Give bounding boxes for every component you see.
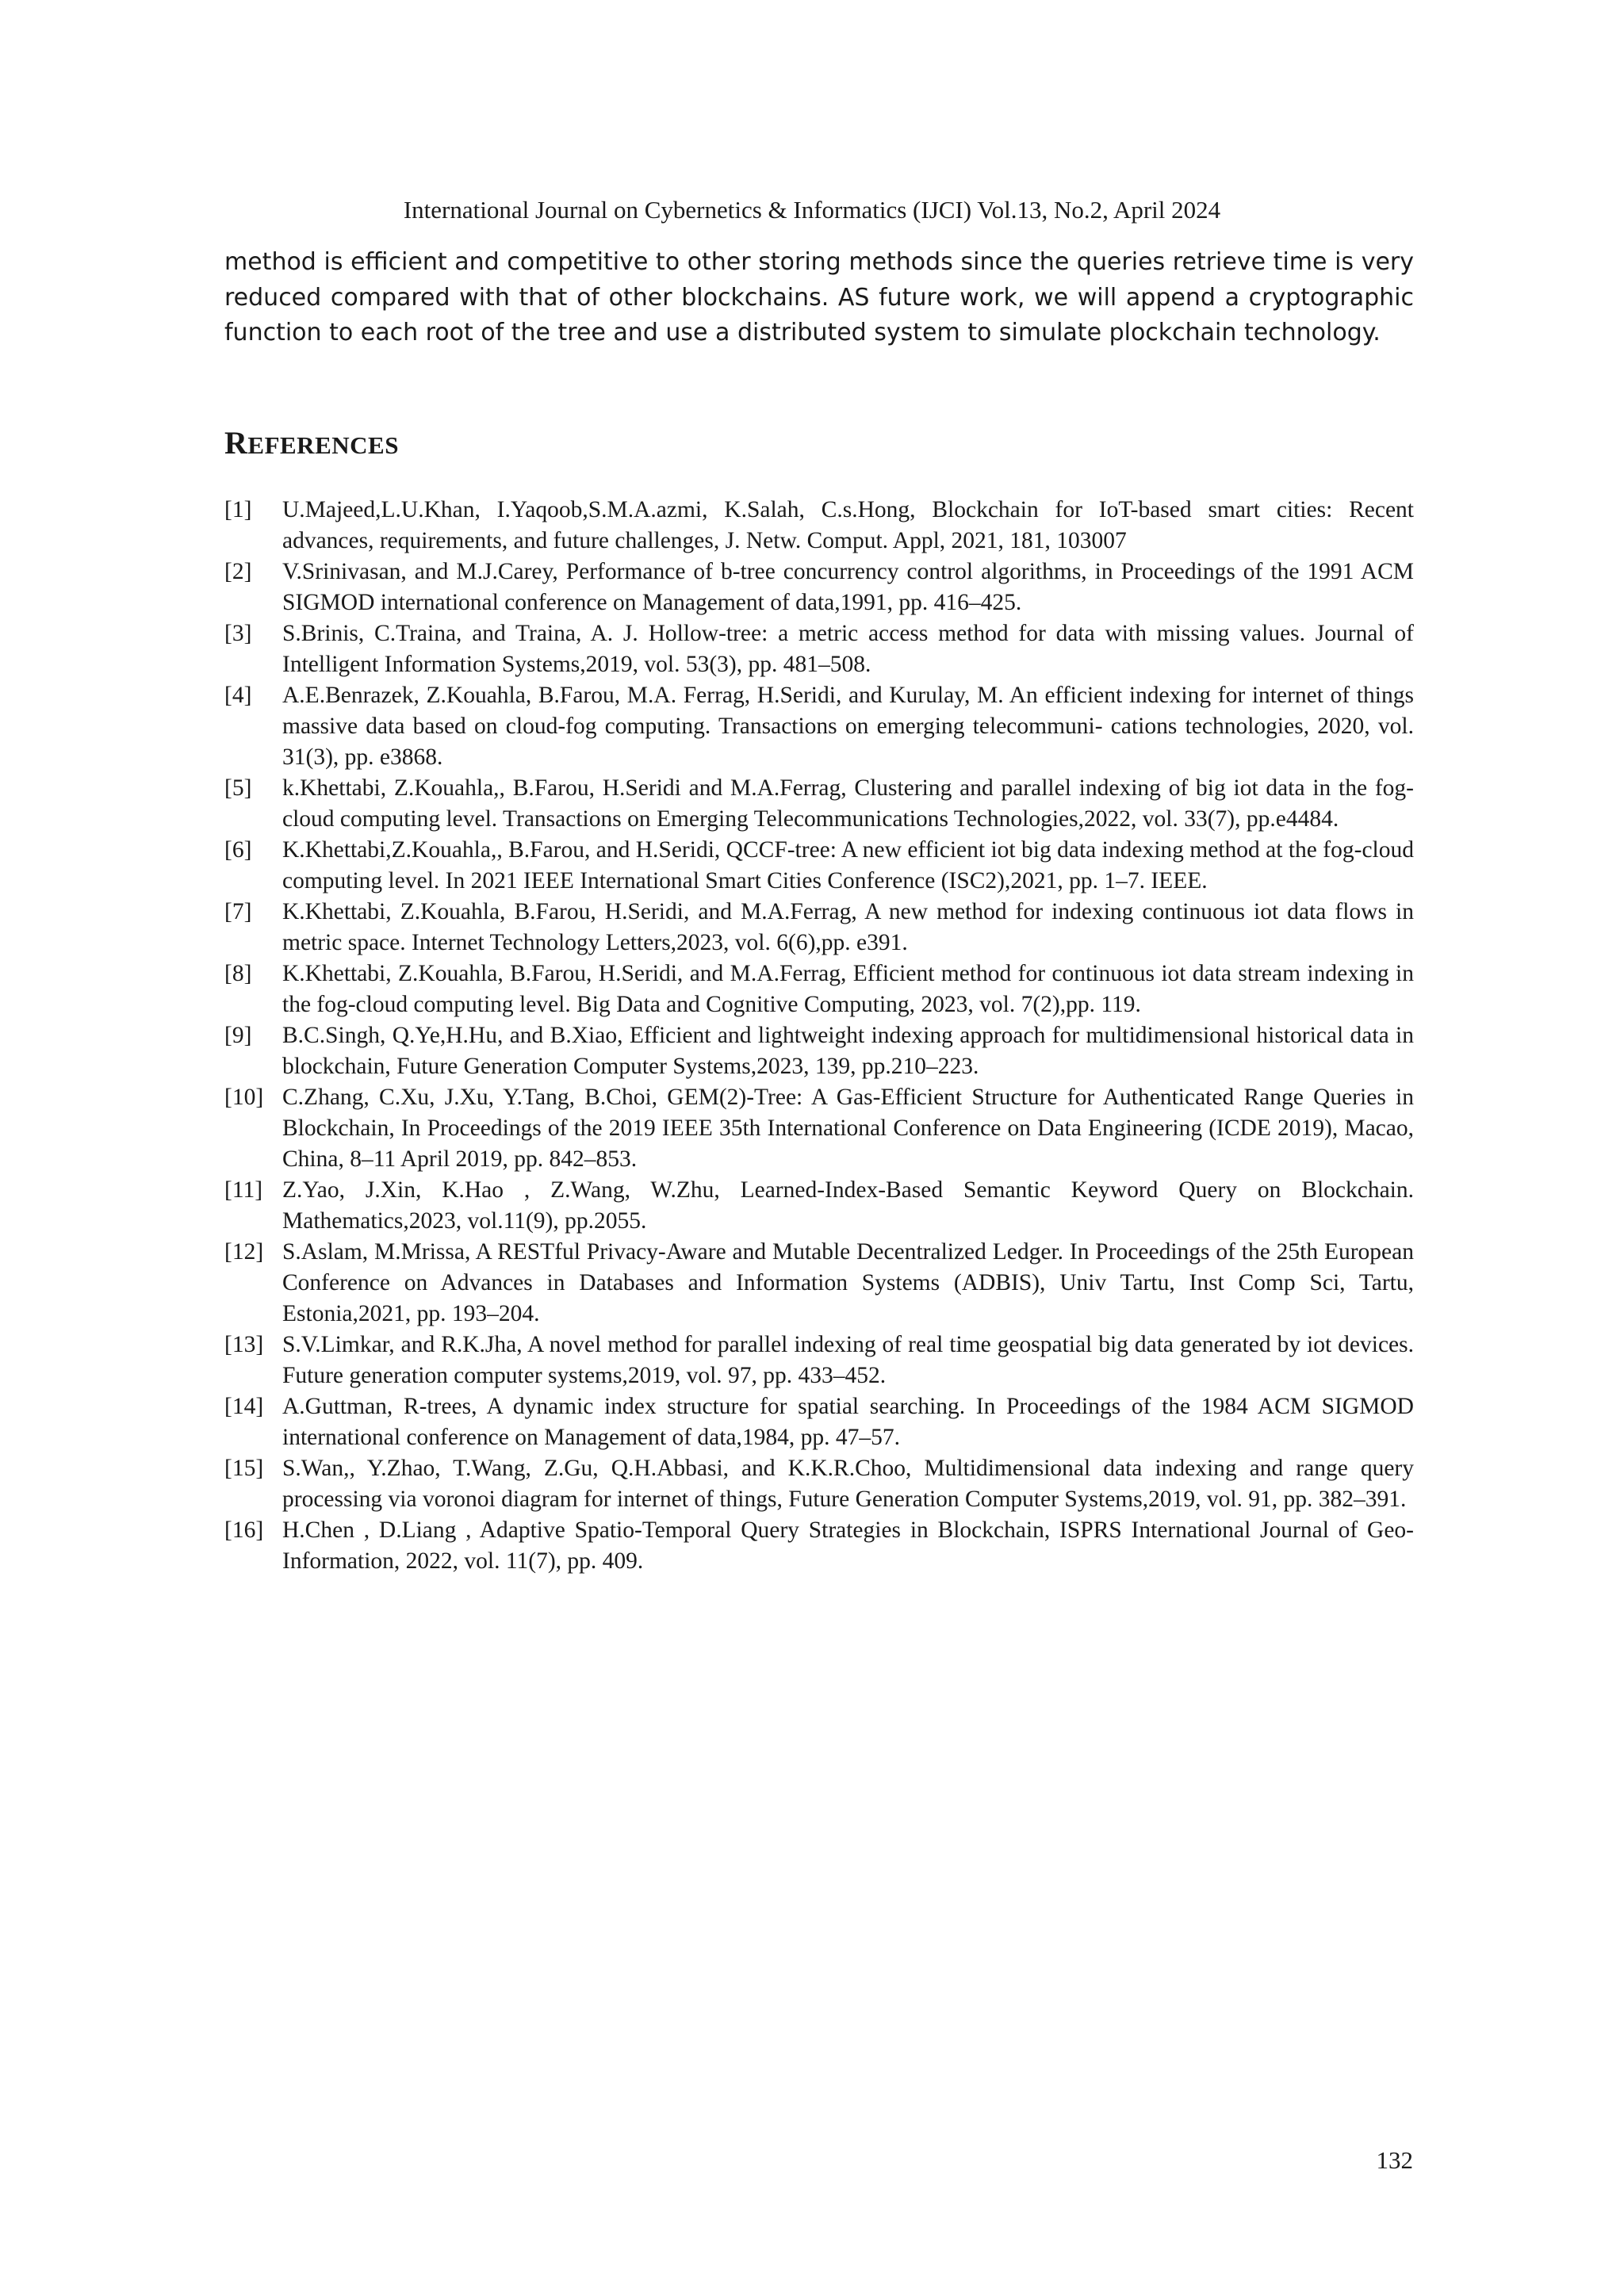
reference-text: K.Khettabi, Z.Kouahla, B.Farou, H.Seridi, and M.A.Ferrag, Efficient method for continuous iot data stream indexing in the fog-cloud computing level. Big Data and Cognitive Computing, 2023, vol. 7(2),pp. 119. bbox=[282, 961, 1414, 1017]
reference-text: H.Chen , D.Liang , Adaptive Spatio-Temporal Query Strategies in Blockchain, ISPRS International Journal of Geo-Information, 2022, vol. 11(7), pp. 409. bbox=[282, 1517, 1414, 1574]
reference-item bbox=[224, 897, 1414, 959]
reference-number: [9] bbox=[224, 1023, 252, 1048]
reference-number: [5] bbox=[224, 775, 252, 801]
reference-number: [7] bbox=[224, 899, 252, 924]
reference-item bbox=[224, 1020, 1414, 1082]
reference-number: [8] bbox=[224, 961, 252, 986]
reference-text: A.E.Benrazek, Z.Kouahla, B.Farou, M.A. Ferrag, H.Seridi, and Kurulay, M. An efficient indexing for internet of things massive data based on cloud-fog computing. Transactions on emerging telecommuni- cations technologies, 2020, vol. 31(3), pp. e3868. bbox=[282, 683, 1414, 770]
reference-text: U.Majeed,L.U.Khan, I.Yaqoob,S.M.A.azmi, K.Salah, C.s.Hong, Blockchain for IoT-based smart cities: Recent advances, requirements, and future challenges, J. Netw. Comput. Appl, 2021, 181, 103007 bbox=[282, 497, 1414, 553]
running-header: International Journal on Cybernetics & Informatics (IJCI) Vol.13, No.2, April 2024 bbox=[403, 196, 1221, 224]
reference-item bbox=[224, 557, 1414, 618]
reference-item bbox=[224, 1515, 1414, 1577]
reference-text: B.C.Singh, Q.Ye,H.Hu, and B.Xiao, Efficient and lightweight indexing approach for multidimensional historical data in blockchain, Future Generation Computer Systems,2023, 139, pp.210–223. bbox=[282, 1023, 1414, 1079]
reference-item bbox=[224, 1082, 1414, 1175]
references-heading bbox=[224, 425, 399, 464]
reference-text: K.Khettabi,Z.Kouahla,, B.Farou, and H.Seridi, QCCF-tree: A new efficient iot big data indexing method at the fog-cloud computing level. In 2021 IEEE International Smart Cities Conference (ISC2),2021, pp. 1–7. IEEE. bbox=[282, 837, 1414, 894]
reference-number: [10] bbox=[224, 1085, 264, 1110]
reference-item bbox=[224, 618, 1414, 680]
reference-text: S.Aslam, M.Mrissa, A RESTful Privacy-Aware and Mutable Decentralized Ledger. In Proceedings of the 25th European Conference on Advances in Databases and Information Systems (ADBIS), Univ Tartu, Inst Comp Sci, Tartu, Estonia,2021, pp. 193–204. bbox=[282, 1239, 1414, 1326]
reference-item bbox=[224, 773, 1414, 835]
reference-number: [13] bbox=[224, 1332, 264, 1357]
reference-number: [14] bbox=[224, 1394, 264, 1419]
reference-text: V.Srinivasan, and M.J.Carey, Performance of b-tree concurrency control algorithms, in Proceedings of the 1991 ACM SIGMOD international conference on Management of data,1991, pp. 416–425. bbox=[282, 559, 1414, 615]
reference-item bbox=[224, 680, 1414, 773]
reference-text: k.Khettabi, Z.Kouahla,, B.Farou, H.Seridi and M.A.Ferrag, Clustering and parallel indexing of big iot data in the fog-cloud computing level. Transactions on Emerging Telecommunications Technologies,2022, vol. 33(7), pp.e4484. bbox=[282, 775, 1414, 832]
reference-text: S.Wan,, Y.Zhao, T.Wang, Z.Gu, Q.H.Abbasi, and K.K.R.Choo, Multidimensional data indexing and range query processing via voronoi diagram for internet of things, Future Generation Computer Systems,2019, vol. 91, pp. 382–391. bbox=[282, 1456, 1414, 1512]
references-heading-initial: R bbox=[224, 425, 248, 461]
reference-item bbox=[224, 1175, 1414, 1237]
conclusion-paragraph: method is efficient and competitive to other storing methods since the queries retrieve time is very reduced compared with that of other blockchains. AS future work, we will append a cryptographic function to each root of the tree and use a distributed system to simulate plockchain technology. bbox=[224, 248, 1414, 346]
reference-number: [12] bbox=[224, 1239, 264, 1265]
reference-number: [6] bbox=[224, 837, 252, 863]
reference-text: S.V.Limkar, and R.K.Jha, A novel method for parallel indexing of real time geospatial big data generated by iot devices. Future generation computer systems,2019, vol. 97, pp. 433–452. bbox=[282, 1332, 1414, 1388]
reference-item bbox=[224, 959, 1414, 1020]
reference-item bbox=[224, 1453, 1414, 1515]
reference-text: K.Khettabi, Z.Kouahla, B.Farou, H.Seridi, and M.A.Ferrag, A new method for indexing continuous iot data flows in metric space. Internet Technology Letters,2023, vol. 6(6),pp. e391. bbox=[282, 899, 1414, 955]
reference-text: A.Guttman, R-trees, A dynamic index structure for spatial searching. In Proceedings of the 1984 ACM SIGMOD international conference on Management of data,1984, pp. 47–57. bbox=[282, 1394, 1414, 1450]
reference-number: [15] bbox=[224, 1456, 264, 1481]
reference-number: [16] bbox=[224, 1517, 264, 1543]
reference-item bbox=[224, 1330, 1414, 1391]
reference-number: [1] bbox=[224, 497, 252, 522]
reference-text: S.Brinis, C.Traina, and Traina, A. J. Hollow-tree: a metric access method for data with missing values. Journal of Intelligent Information Systems,2019, vol. 53(3), pp. 481–508. bbox=[282, 621, 1414, 677]
reference-number: [3] bbox=[224, 621, 252, 646]
reference-item bbox=[224, 835, 1414, 897]
reference-text: C.Zhang, C.Xu, J.Xu, Y.Tang, B.Choi, GEM(2)-Tree: A Gas-Efficient Structure for Authenticated Range Queries in Blockchain, In Proceedings of the 2019 IEEE 35th International Conference on Data Engineering (ICDE 2019), Macao, China, 8–11 April 2019, pp. 842–853. bbox=[282, 1085, 1414, 1172]
reference-item bbox=[224, 1237, 1414, 1330]
reference-list bbox=[224, 495, 1414, 1577]
page-number: 132 bbox=[1376, 2146, 1413, 2174]
reference-number: [4] bbox=[224, 683, 252, 708]
reference-number: [11] bbox=[224, 1177, 263, 1203]
reference-number: [2] bbox=[224, 559, 252, 584]
reference-text: Z.Yao, J.Xin, K.Hao , Z.Wang, W.Zhu, Learned-Index-Based Semantic Keyword Query on Blockchain. Mathematics,2023, vol.11(9), pp.2055. bbox=[282, 1177, 1414, 1234]
references-heading-rest: EFERENCES bbox=[247, 431, 399, 459]
reference-item bbox=[224, 1391, 1414, 1453]
reference-item bbox=[224, 495, 1414, 557]
